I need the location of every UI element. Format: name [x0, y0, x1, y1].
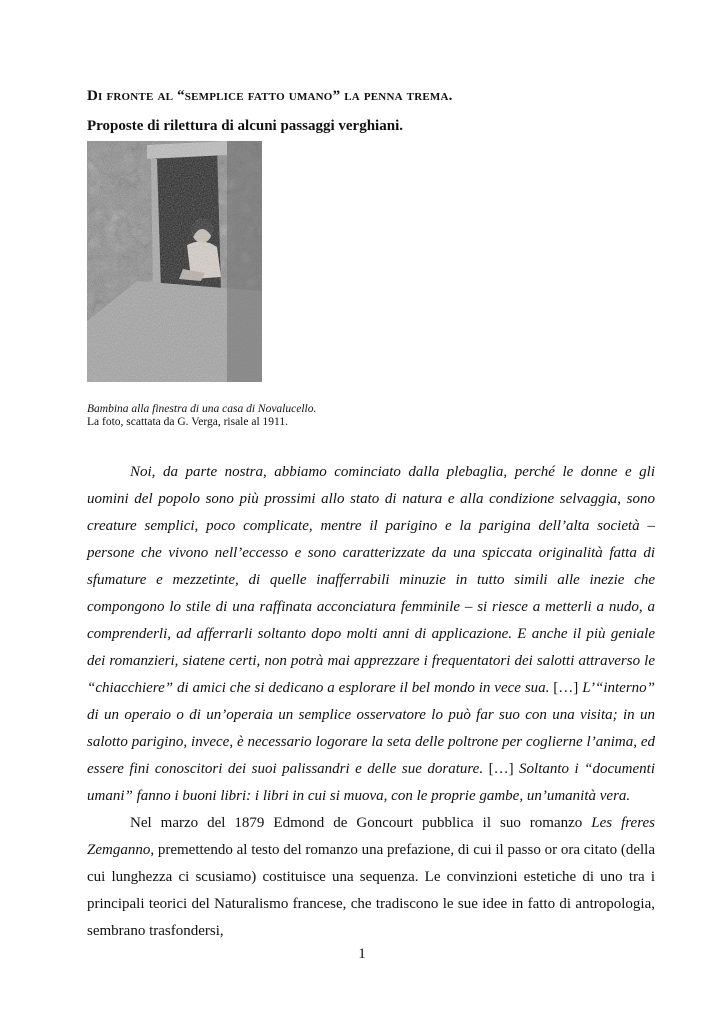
page-number: 1 — [358, 946, 366, 962]
document-title — [87, 88, 667, 105]
caption-line-1: Bambina alla finestra di una casa di Novalucello. — [87, 403, 317, 415]
title-text: Di fronte al “semplice fatto umano” la penna trema. — [87, 88, 453, 104]
body-paragraph — [87, 810, 655, 945]
photo-image — [87, 141, 262, 382]
body-text — [87, 459, 655, 945]
historical-photo — [87, 141, 262, 382]
quote-part-2: L’“interno” di un operaio o di un’operaia un semplice osservatore lo può far suo con una visita; in un salotto parigino, invece, è necessario logorare la seta delle poltrone per coglierne l’anima, ed essere fini conoscitori dei suoi palissandri e delle sue dorature. — [87, 680, 655, 777]
paragraph-2-start: Nel marzo del 1879 Edmond de Goncourt pubblica il suo romanzo — [130, 815, 592, 831]
novel-title: Les freres Zemganno — [87, 815, 655, 858]
quote-part-3: Soltanto i “documenti umani” fanno i buoni libri: i libri in cui si muova, con le proprie gambe, un’umanità vera. — [87, 761, 656, 804]
quote-part-1: Noi, da parte nostra, abbiamo cominciato dalla plebaglia, perché le donne e gli uomini del popolo sono più prossimi allo stato di natura e alla condizione selvaggia, sono creature semplici, poco complicate, mentre il parigino e la parigina dell’alta società – persone che vivono nell’eccesso e sono caratterizzate da una spiccata originalità fatta di sfumature e mezzetinte, di quelle inafferrabili minuzie in tutto simili alle inezie che compongono lo stile di una raffinata acconciatura femminile – si riesce a metterli a nudo, a comprenderli, ad afferrarli soltanto dopo molti anni di applicazione. E anche il più geniale dei romanzieri, siatene certi, non potrà mai apprezzare i frequentatori dei salotti attraverso le “chiacchiere” di amici che si dedicano a esplorare il bel mondo in vece sua. — [87, 464, 655, 696]
ellipsis-1: […] — [549, 680, 583, 696]
caption-line-2: La foto, scattata da G. Verga, risale al 1911. — [87, 416, 288, 428]
ellipsis-2: […] — [483, 761, 520, 777]
photo-caption — [87, 403, 316, 429]
document-subtitle: Proposte di rilettura di alcuni passaggi verghiani. — [87, 118, 403, 134]
quote-paragraph — [87, 459, 655, 810]
paragraph-2-rest: , premettendo al testo del romanzo una prefazione, di cui il passo or ora citato (della cui lunghezza ci scusiamo) costituisce una sequenza. Le convinzioni estetiche di uno tra i principali teorici del Naturalismo francese, che tradiscono le sue idee in fatto di antropologia, sembrano trasfondersi, — [87, 842, 655, 939]
